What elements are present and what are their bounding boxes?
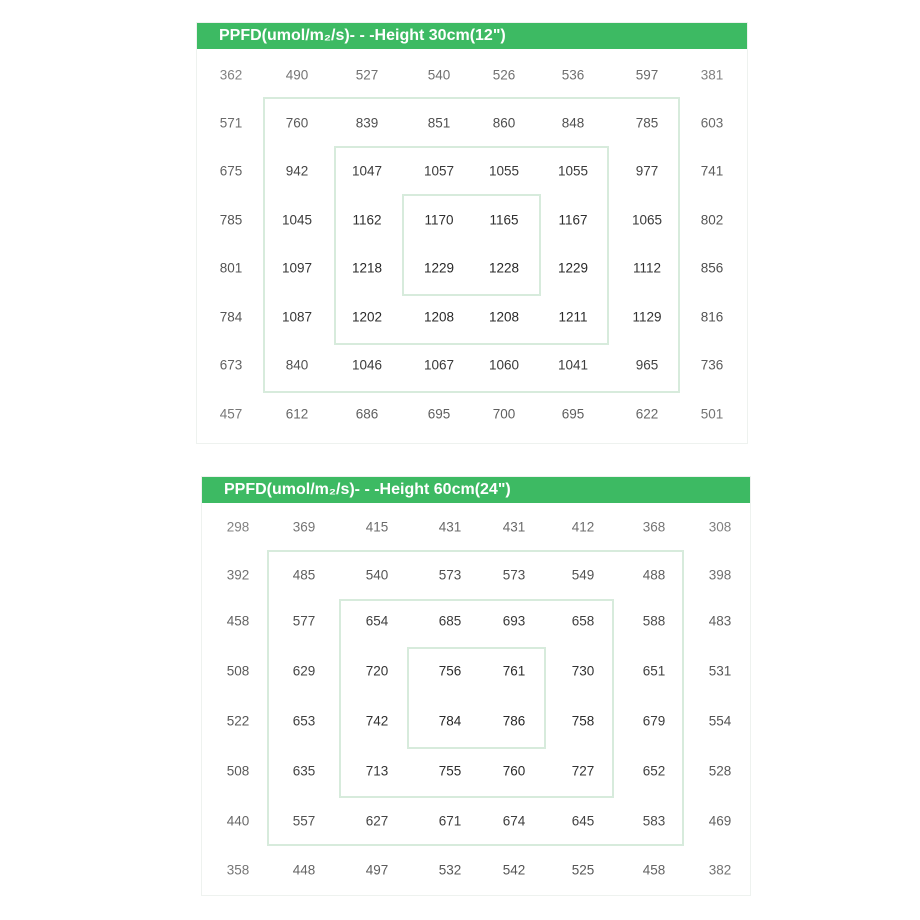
ppfd-value-60cm: 756 bbox=[438, 663, 462, 679]
ppfd-value-30cm: 597 bbox=[635, 67, 659, 83]
ppfd-value-60cm: 485 bbox=[292, 567, 316, 583]
ppfd-value-60cm: 431 bbox=[502, 519, 526, 535]
ppfd-value-30cm: 1055 bbox=[557, 163, 589, 179]
ppfd-value-30cm: 965 bbox=[635, 357, 659, 373]
ppfd-value-60cm: 369 bbox=[292, 519, 316, 535]
ppfd-value-30cm: 527 bbox=[355, 67, 379, 83]
ppfd-value-30cm: 736 bbox=[700, 357, 724, 373]
ppfd-value-30cm: 1045 bbox=[281, 212, 313, 228]
ppfd-value-30cm: 741 bbox=[700, 163, 724, 179]
ppfd-value-60cm: 653 bbox=[292, 713, 316, 729]
ppfd-value-30cm: 501 bbox=[700, 406, 724, 422]
ppfd-value-30cm: 1202 bbox=[351, 309, 383, 325]
ppfd-value-60cm: 588 bbox=[642, 613, 666, 629]
ppfd-value-30cm: 760 bbox=[285, 115, 309, 131]
ppfd-value-30cm: 536 bbox=[561, 67, 585, 83]
ppfd-value-60cm: 469 bbox=[708, 813, 732, 829]
ppfd-value-30cm: 695 bbox=[561, 406, 585, 422]
ppfd-value-60cm: 549 bbox=[571, 567, 595, 583]
ppfd-value-60cm: 508 bbox=[226, 663, 250, 679]
chart-title-60cm: PPFD(umol/m₂/s)- - -Height 60cm(24") bbox=[202, 477, 750, 503]
ppfd-value-60cm: 554 bbox=[708, 713, 732, 729]
zone-outline-60cm-1 bbox=[268, 551, 683, 845]
ppfd-value-30cm: 1060 bbox=[488, 357, 520, 373]
ppfd-value-30cm: 840 bbox=[285, 357, 309, 373]
ppfd-value-60cm: 488 bbox=[642, 567, 666, 583]
ppfd-value-60cm: 645 bbox=[571, 813, 595, 829]
ppfd-value-60cm: 679 bbox=[642, 713, 666, 729]
ppfd-value-30cm: 851 bbox=[427, 115, 451, 131]
ppfd-value-60cm: 458 bbox=[642, 862, 666, 878]
ppfd-value-30cm: 1047 bbox=[351, 163, 383, 179]
ppfd-value-60cm: 652 bbox=[642, 763, 666, 779]
ppfd-value-60cm: 532 bbox=[438, 862, 462, 878]
ppfd-value-60cm: 483 bbox=[708, 613, 732, 629]
ppfd-value-60cm: 755 bbox=[438, 763, 462, 779]
ppfd-value-60cm: 713 bbox=[365, 763, 389, 779]
ppfd-value-60cm: 398 bbox=[708, 567, 732, 583]
ppfd-value-30cm: 801 bbox=[219, 260, 243, 276]
ppfd-value-60cm: 654 bbox=[365, 613, 389, 629]
ppfd-value-60cm: 760 bbox=[502, 763, 526, 779]
ppfd-value-60cm: 497 bbox=[365, 862, 389, 878]
ppfd-value-30cm: 1087 bbox=[281, 309, 313, 325]
ppfd-value-60cm: 308 bbox=[708, 519, 732, 535]
ppfd-value-30cm: 1229 bbox=[557, 260, 589, 276]
ppfd-value-60cm: 786 bbox=[502, 713, 526, 729]
ppfd-value-60cm: 525 bbox=[571, 862, 595, 878]
ppfd-value-30cm: 1208 bbox=[488, 309, 520, 325]
ppfd-value-60cm: 685 bbox=[438, 613, 462, 629]
ppfd-value-30cm: 1167 bbox=[558, 212, 588, 228]
ppfd-value-60cm: 458 bbox=[226, 613, 250, 629]
ppfd-value-60cm: 415 bbox=[365, 519, 389, 535]
ppfd-value-30cm: 1041 bbox=[557, 357, 589, 373]
ppfd-value-60cm: 583 bbox=[642, 813, 666, 829]
ppfd-value-60cm: 508 bbox=[226, 763, 250, 779]
ppfd-value-30cm: 839 bbox=[355, 115, 379, 131]
ppfd-value-60cm: 382 bbox=[708, 862, 732, 878]
ppfd-value-60cm: 298 bbox=[226, 519, 250, 535]
ppfd-value-60cm: 627 bbox=[365, 813, 389, 829]
ppfd-value-30cm: 1046 bbox=[351, 357, 383, 373]
ppfd-value-30cm: 1057 bbox=[423, 163, 455, 179]
ppfd-value-30cm: 1129 bbox=[632, 309, 662, 325]
ppfd-value-60cm: 629 bbox=[292, 663, 316, 679]
ppfd-value-30cm: 490 bbox=[285, 67, 309, 83]
ppfd-value-30cm: 612 bbox=[285, 406, 309, 422]
ppfd-value-60cm: 573 bbox=[502, 567, 526, 583]
ppfd-value-30cm: 1067 bbox=[423, 357, 455, 373]
ppfd-value-30cm: 977 bbox=[635, 163, 659, 179]
ppfd-value-60cm: 531 bbox=[708, 663, 732, 679]
ppfd-value-60cm: 674 bbox=[502, 813, 526, 829]
ppfd-value-30cm: 695 bbox=[427, 406, 451, 422]
ppfd-value-30cm: 860 bbox=[492, 115, 516, 131]
ppfd-value-60cm: 573 bbox=[438, 567, 462, 583]
zone-outline-30cm-3 bbox=[403, 195, 540, 295]
ppfd-value-60cm: 727 bbox=[571, 763, 595, 779]
ppfd-value-60cm: 542 bbox=[502, 862, 526, 878]
ppfd-value-60cm: 758 bbox=[571, 713, 595, 729]
ppfd-value-60cm: 557 bbox=[292, 813, 316, 829]
ppfd-value-30cm: 1170 bbox=[424, 212, 454, 228]
ppfd-value-60cm: 522 bbox=[226, 713, 250, 729]
ppfd-value-60cm: 651 bbox=[642, 663, 666, 679]
ppfd-value-30cm: 1208 bbox=[423, 309, 455, 325]
ppfd-value-60cm: 412 bbox=[571, 519, 595, 535]
ppfd-value-60cm: 720 bbox=[365, 663, 389, 679]
ppfd-value-30cm: 784 bbox=[219, 309, 243, 325]
ppfd-value-30cm: 540 bbox=[427, 67, 451, 83]
ppfd-value-60cm: 368 bbox=[642, 519, 666, 535]
ppfd-value-30cm: 673 bbox=[219, 357, 243, 373]
ppfd-value-30cm: 816 bbox=[700, 309, 724, 325]
ppfd-value-30cm: 1112 bbox=[632, 260, 662, 276]
ppfd-value-30cm: 700 bbox=[492, 406, 516, 422]
ppfd-value-30cm: 1065 bbox=[631, 212, 663, 228]
ppfd-value-30cm: 1055 bbox=[488, 163, 520, 179]
ppfd-value-30cm: 1211 bbox=[558, 309, 588, 325]
ppfd-value-30cm: 802 bbox=[700, 212, 724, 228]
ppfd-value-60cm: 784 bbox=[438, 713, 462, 729]
ppfd-value-30cm: 1097 bbox=[281, 260, 313, 276]
ppfd-value-60cm: 742 bbox=[365, 713, 389, 729]
ppfd-value-60cm: 761 bbox=[502, 663, 526, 679]
ppfd-value-30cm: 571 bbox=[219, 115, 243, 131]
ppfd-value-60cm: 635 bbox=[292, 763, 316, 779]
ppfd-value-30cm: 603 bbox=[700, 115, 724, 131]
ppfd-value-30cm: 622 bbox=[635, 406, 659, 422]
ppfd-value-60cm: 431 bbox=[438, 519, 462, 535]
ppfd-value-30cm: 785 bbox=[219, 212, 243, 228]
ppfd-value-60cm: 440 bbox=[226, 813, 250, 829]
ppfd-value-30cm: 1165 bbox=[489, 212, 519, 228]
ppfd-value-30cm: 856 bbox=[700, 260, 724, 276]
ppfd-value-30cm: 1218 bbox=[351, 260, 383, 276]
ppfd-value-60cm: 730 bbox=[571, 663, 595, 679]
zone-outline-30cm-1 bbox=[264, 98, 679, 392]
ppfd-value-30cm: 785 bbox=[635, 115, 659, 131]
ppfd-value-30cm: 942 bbox=[285, 163, 309, 179]
ppfd-value-30cm: 686 bbox=[355, 406, 379, 422]
ppfd-value-60cm: 577 bbox=[292, 613, 316, 629]
ppfd-value-30cm: 1228 bbox=[488, 260, 520, 276]
ppfd-value-30cm: 526 bbox=[492, 67, 516, 83]
chart-title-30cm: PPFD(umol/m₂/s)- - -Height 30cm(12") bbox=[197, 23, 747, 49]
ppfd-value-60cm: 448 bbox=[292, 862, 316, 878]
ppfd-value-60cm: 693 bbox=[502, 613, 526, 629]
ppfd-value-30cm: 457 bbox=[219, 406, 243, 422]
ppfd-value-30cm: 675 bbox=[219, 163, 243, 179]
ppfd-value-60cm: 392 bbox=[226, 567, 250, 583]
ppfd-value-30cm: 1229 bbox=[423, 260, 455, 276]
ppfd-value-30cm: 381 bbox=[700, 67, 724, 83]
ppfd-value-30cm: 1162 bbox=[352, 212, 382, 228]
ppfd-value-60cm: 658 bbox=[571, 613, 595, 629]
ppfd-value-30cm: 362 bbox=[219, 67, 243, 83]
ppfd-value-60cm: 358 bbox=[226, 862, 250, 878]
ppfd-value-30cm: 848 bbox=[561, 115, 585, 131]
ppfd-value-60cm: 528 bbox=[708, 763, 732, 779]
ppfd-value-60cm: 671 bbox=[438, 813, 462, 829]
ppfd-value-60cm: 540 bbox=[365, 567, 389, 583]
